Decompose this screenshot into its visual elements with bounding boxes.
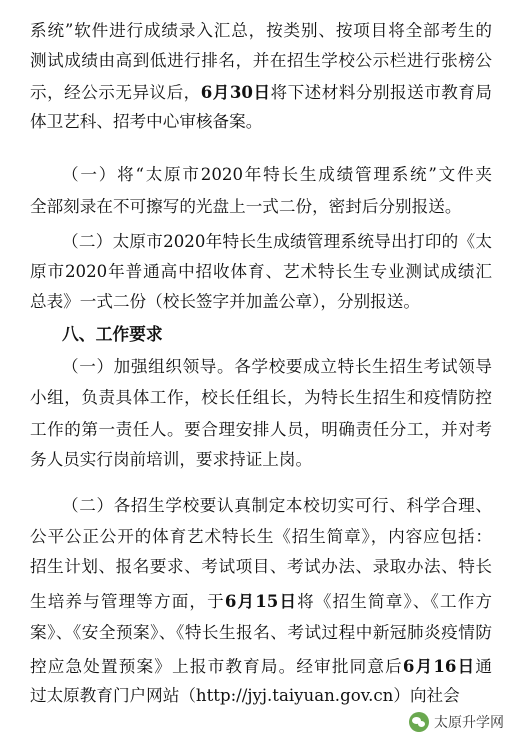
text-line bbox=[30, 197, 492, 217]
text-run: 招生计划、报名要求、考试项目、考试办法、录取办法、特长 bbox=[30, 557, 492, 576]
text-run: 务人员实行岗前培训，要求持证上岗。 bbox=[30, 450, 313, 469]
text-run: （二）太原市2020年特长生成绩管理系统导出打印的《太 bbox=[62, 232, 492, 251]
text-line bbox=[30, 51, 492, 71]
text-line bbox=[30, 527, 492, 547]
text-line bbox=[30, 450, 492, 470]
text-run: 案》、《安全预案》、《特长生报名、考试过程中新冠肺炎疫情防 bbox=[30, 623, 492, 642]
text-run: 示，经公示无异议后， bbox=[30, 83, 201, 102]
text-line bbox=[30, 388, 492, 408]
text-line bbox=[30, 292, 492, 312]
date-highlight: 6月30日 bbox=[200, 82, 271, 102]
text-run: 系统”软件进行成绩录入汇总，按类别、按项目将全部考生的 bbox=[30, 21, 492, 40]
text-run: 总表》一式二份（校长签字并加盖公章），分别报送。 bbox=[30, 292, 420, 311]
text-line bbox=[30, 557, 492, 577]
text-line bbox=[30, 112, 492, 132]
watermark bbox=[405, 710, 508, 734]
text-line bbox=[30, 21, 492, 41]
text-line bbox=[30, 591, 492, 612]
text-run: 体卫艺科、招考中心审核备案。 bbox=[30, 112, 263, 131]
text-line bbox=[62, 232, 492, 252]
text-line bbox=[30, 623, 492, 643]
text-run: （一）加强组织领导。各学校要成立特长生招生考试领导 bbox=[62, 357, 492, 376]
text-run: 将《招生简章》、《工作方 bbox=[297, 592, 493, 611]
text-run: 小组，负责具体工作，校长任组长，为特长生招生和疫情防控 bbox=[30, 388, 492, 407]
wechat-icon bbox=[409, 712, 429, 732]
text-run: 生培养与管理等方面，于 bbox=[30, 592, 225, 611]
text-line bbox=[30, 82, 492, 103]
text-run: 控应急处置预案》上报市教育局。经审批同意后 bbox=[30, 657, 403, 676]
text-run: 原市2020年普通高中招收体育、艺术特长生专业测试成绩汇 bbox=[30, 262, 492, 281]
text-run: 测试成绩由高到低进行排名，并在招生学校公示栏进行张榜公 bbox=[30, 51, 492, 70]
section-heading: 八、工作要求 bbox=[62, 324, 163, 344]
text-line bbox=[62, 496, 492, 516]
date-highlight: 6月16日 bbox=[402, 656, 476, 676]
text-line bbox=[30, 420, 492, 440]
text-run: 全部刻录在不可擦写的光盘上一式二份，密封后分别报送。 bbox=[30, 197, 462, 216]
text-line bbox=[30, 262, 492, 282]
text-line bbox=[30, 656, 492, 677]
watermark-text: 太原升学网 bbox=[434, 715, 504, 731]
text-run: （二）各招生学校要认真制定本校切实可行、科学合理、 bbox=[62, 496, 492, 515]
text-run: （一）将“太原市2020年特长生成绩管理系统”文件夹 bbox=[62, 165, 492, 184]
text-run: 将下述材料分别报送市教育局 bbox=[270, 83, 493, 102]
text-line bbox=[30, 686, 492, 706]
text-line bbox=[62, 357, 492, 377]
text-run: 公平公正公开的体育艺术特长生《招生简章》，内容应包括： bbox=[30, 527, 492, 546]
date-highlight: 6月15日 bbox=[224, 591, 298, 611]
text-run: 通 bbox=[475, 657, 492, 676]
text-run: 工作的第一责任人。要合理安排人员，明确责任分工，并对考 bbox=[30, 420, 492, 439]
text-line bbox=[62, 165, 492, 185]
text-run: 过太原教育门户网站（http://jyj.taiyuan.gov.cn）向社会 bbox=[30, 686, 460, 705]
